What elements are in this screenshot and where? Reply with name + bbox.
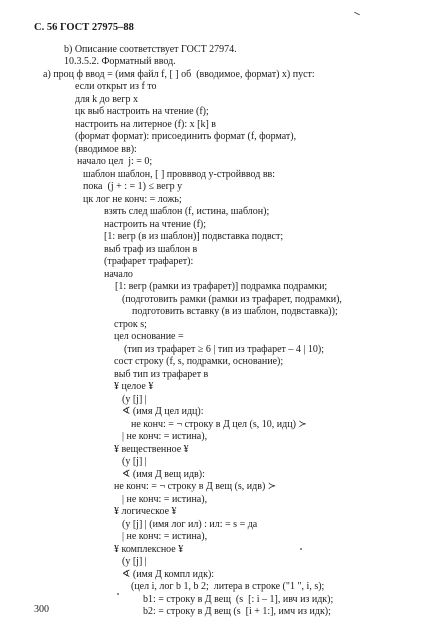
text-line: | не конч: = истина), (122, 494, 208, 505)
text-line: не конч: = ¬ строку в Д цел (s, 10, идц) ≻ (131, 419, 307, 430)
text-line: (у [j] | (122, 456, 147, 467)
text-line: пока (j + : = 1) ≤ вегр у (83, 181, 183, 192)
text-line: цел основание = (114, 331, 184, 342)
page-number: 300 (34, 604, 49, 615)
text-line: 10.3.5.2. Форматный ввод. (64, 56, 176, 67)
text-line: начало (104, 269, 133, 280)
text-line: выб траф из шаблон в (104, 244, 198, 255)
text-line: (у [j] | (имя лог ил) : ил: = s = да (122, 519, 258, 530)
text-line: ¥ целое ¥ (114, 381, 154, 392)
text-line: цк лог не конч: = ложь; (83, 194, 182, 205)
text-line: выб тип из трафарет в (114, 369, 209, 380)
text-line: (трафарет трафарет): (104, 256, 194, 267)
text-line: не конч: = ¬ строку в Д вещ (s, идв) ≻ (114, 481, 277, 492)
text-line: ¥ комплексное ¥ (114, 544, 184, 555)
text-line: а) проц ф ввод = (имя файл f, [ ] об (вводимое, формат) x) пуст: (43, 69, 315, 80)
text-line: [1: вегр (рамки из трафарет)] подрамка подрамки; (115, 281, 328, 292)
text-line: ¥ логическое ¥ (114, 506, 177, 517)
scan-speck (300, 548, 302, 550)
text-line: b2: = строку в Д вещ (s [i + 1:], имч из идк); (143, 606, 331, 617)
text-line: шаблон шаблон, [ ] провввод у-стройввод вв: (83, 169, 276, 180)
scan-mark (354, 12, 360, 15)
text-line: для k до вегр x (75, 94, 138, 105)
text-line: ∢ (имя Д цел идц): (122, 406, 204, 417)
scan-speck (117, 593, 119, 595)
running-head: С. 56 ГОСТ 27975–88 (34, 22, 134, 33)
text-line: взять след шаблон (f, истина, шаблон); (104, 206, 270, 217)
text-line: ¥ вещественное ¥ (114, 444, 189, 455)
text-line: (у [j] | (122, 556, 147, 567)
text-line: (подготовить рамки (рамки из трафарет, подрамки), (122, 294, 342, 305)
text-line: подготовить вставку (в из шаблон, подвставка)); (132, 306, 338, 317)
text-line: сост строку (f, s, подрамки, основание); (114, 356, 284, 367)
text-line: | не конч: = истина), (122, 531, 208, 542)
text-line: настроить на чтение (f); (104, 219, 207, 230)
text-line: (формат формат): присоединить формат (f, формат), (75, 131, 297, 142)
text-line: | не конч: = истина), (122, 431, 208, 442)
text-line: если открыт из f то (75, 81, 157, 92)
text-line: начало цел j: = 0; (77, 156, 153, 167)
text-line: ∢ (имя Д компл идк): (122, 569, 215, 580)
text-line: (вводимое вв): (75, 144, 137, 155)
text-line: цк выб настроить на чтение (f); (75, 106, 209, 117)
text-line: (тип из трафарет ≥ 6 | тип из трафарет – 4 | 10); (124, 344, 324, 355)
text-line: ∢ (имя Д вещ идв): (122, 469, 205, 480)
text-line: строк s; (114, 319, 147, 330)
text-line: (у [j] | (122, 394, 147, 405)
text-line: [1: вегр (в из шаблон)] подвставка подвст; (104, 231, 284, 242)
text-line: настроить на литерное (f): x [k] в (75, 119, 217, 130)
text-line: b) Описание соответствует ГОСТ 27974. (64, 44, 237, 55)
text-line: (цел i, лог b 1, b 2; литера в строке ("1 ", i, s); (131, 581, 325, 592)
text-line: b1: = строку в Д вещ (s [: i – 1], ивч из идк); (143, 594, 334, 605)
